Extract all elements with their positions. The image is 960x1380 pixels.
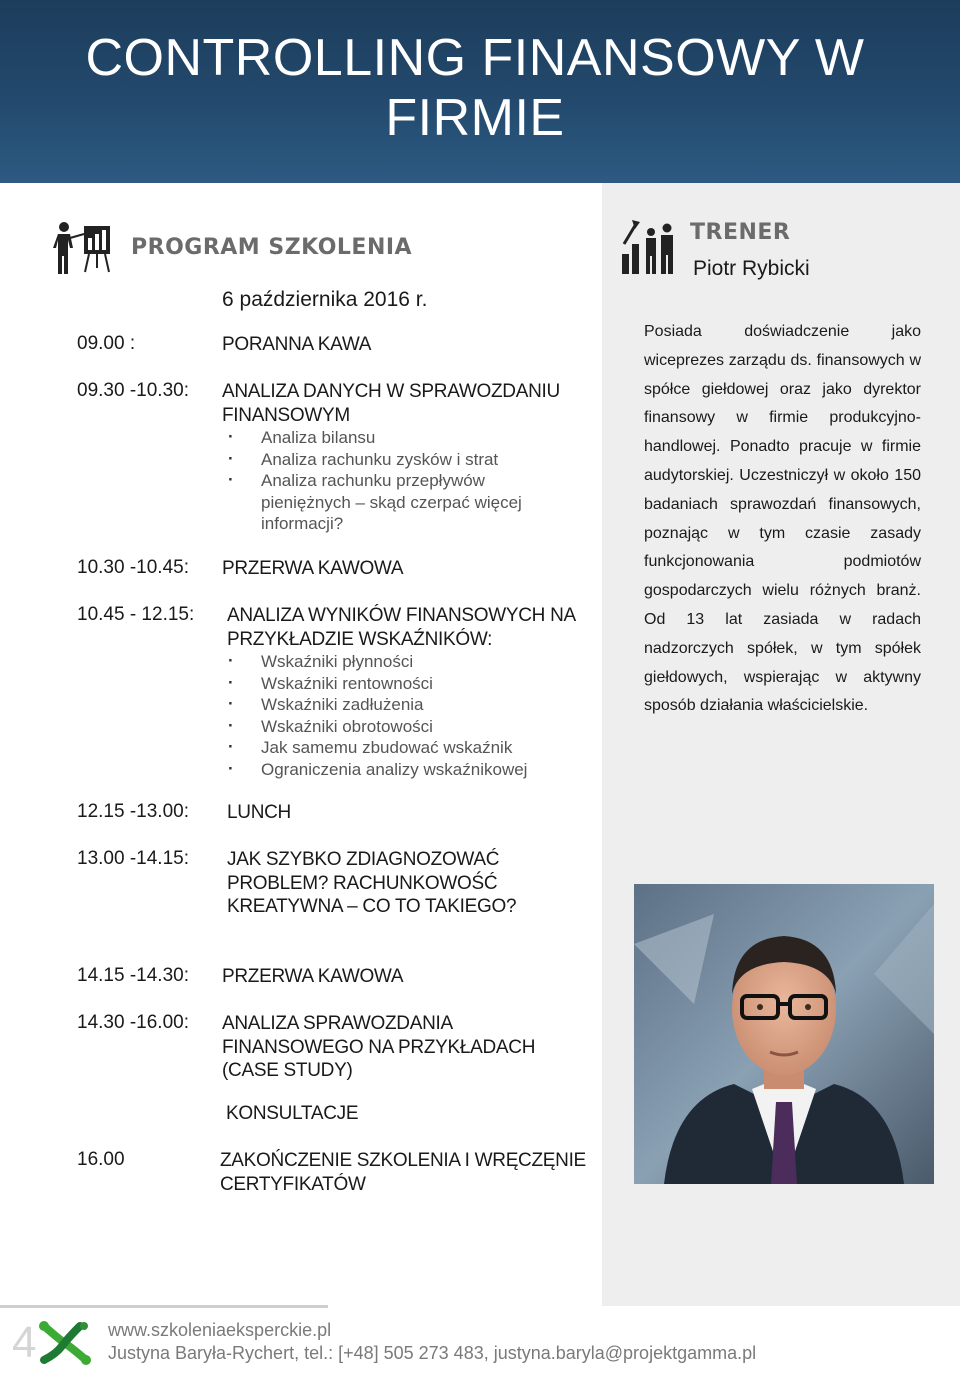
agenda-title: JAK SZYBKO ZDIAGNOZOWAĆ PROBLEM? RACHUNKOWOŚĆ KREATYWNA – CO TO TAKIEGO?: [227, 849, 517, 917]
agenda-time: 13.00 -14.15:: [77, 848, 189, 869]
agenda-title: PORANNA KAWA: [222, 334, 372, 355]
agenda-title: PRZERWA KAWOWA: [222, 966, 404, 987]
program-heading: PROGRAM SZKOLENIA: [131, 235, 413, 260]
footer-divider: [0, 1305, 328, 1308]
agenda-time: 16.00: [77, 1149, 125, 1170]
agenda-time: 10.30 -10.45:: [77, 557, 189, 578]
trainer-bio: Posiada doświadczenie jako wiceprezes zarządu ds. finansowych w spółce giełdowej oraz jako dyrektor finansowy w firmie produkcyjno-handlowej. Ponadto pracuje w firmie audytorskiej. Uczestniczył w około 150 badaniach sprawozdań finansowych, poznając w tym czasie zasady funkcjonowania podmiotów gospodarczych wielu różnych branż. Od 13 lat zasiada w radach nadzorczych spółek, w tym spółek giełdowych, wspierając w aktywny sposób działania właścicielskie.: [644, 323, 921, 715]
agenda-title: KONSULTACJE: [226, 1103, 359, 1124]
list-item: · Analiza rachunku przepływów pieniężnych – skąd czerpać więcej informacji?: [228, 470, 551, 535]
list-item: · Ograniczenia analizy wskaźnikowej: [228, 759, 551, 781]
agenda-title: PRZERWA KAWOWA: [222, 558, 404, 579]
trainer-name: Piotr Rybicki: [693, 257, 810, 280]
document-title: CONTROLLING FINANSOWY W FIRMIE: [85, 29, 865, 147]
list-item: · Analiza bilansu: [228, 427, 551, 449]
agenda-title: LUNCH: [227, 802, 291, 823]
list-item: · Wskaźniki rentowności: [228, 673, 551, 695]
footer-website-link[interactable]: www.szkoleniaeksperckie.pl: [108, 1320, 332, 1340]
agenda-bullets: [228, 651, 551, 780]
agenda-title: ANALIZA DANYCH W SPRAWOZDANIU FINANSOWYM: [222, 381, 560, 426]
training-date: 6 października 2016 r.: [222, 288, 428, 311]
header-banner: [0, 0, 960, 183]
footer-contact: Justyna Baryła-Rychert, tel.: [+48] 505 273 483, justyna.baryla@projektgamma.pl: [108, 1343, 757, 1363]
agenda-time: 09.30 -10.30:: [77, 380, 189, 401]
list-item: · Jak samemu zbudować wskaźnik: [228, 737, 551, 759]
list-item: · Analiza rachunku zysków i strat: [228, 449, 551, 471]
agenda-bullets: [228, 427, 551, 535]
agenda-time: 09.00 :: [77, 333, 136, 354]
page-number: 4: [12, 1318, 37, 1367]
agenda-title: ZAKOŃCZENIE SZKOLENIA I WRĘCZĘNIE CERTYFIKATÓW: [220, 1150, 586, 1195]
agenda-time: 10.45 - 12.15:: [77, 604, 195, 625]
agenda-time: 14.30 -16.00:: [77, 1012, 189, 1033]
agenda-title: ANALIZA WYNIKÓW FINANSOWYCH NA PRZYKŁADZIE WSKAŹNIKÓW:: [227, 605, 575, 650]
agenda-time: 14.15 -14.30:: [77, 965, 189, 986]
trainer-photo: [634, 884, 934, 1184]
x-logo-icon: [36, 1320, 92, 1366]
list-item: · Wskaźniki płynności: [228, 651, 551, 673]
growth-icon: [620, 216, 676, 276]
list-item: · Wskaźniki zadłużenia: [228, 694, 551, 716]
trainer-heading: TRENER: [690, 220, 791, 245]
list-item: · Wskaźniki obrotowości: [228, 716, 551, 738]
agenda-time: 12.15 -13.00:: [77, 801, 189, 822]
presentation-icon: [52, 220, 114, 276]
agenda-title: ANALIZA SPRAWOZDANIA FINANSOWEGO NA PRZYKŁADACH (CASE STUDY): [222, 1013, 536, 1081]
